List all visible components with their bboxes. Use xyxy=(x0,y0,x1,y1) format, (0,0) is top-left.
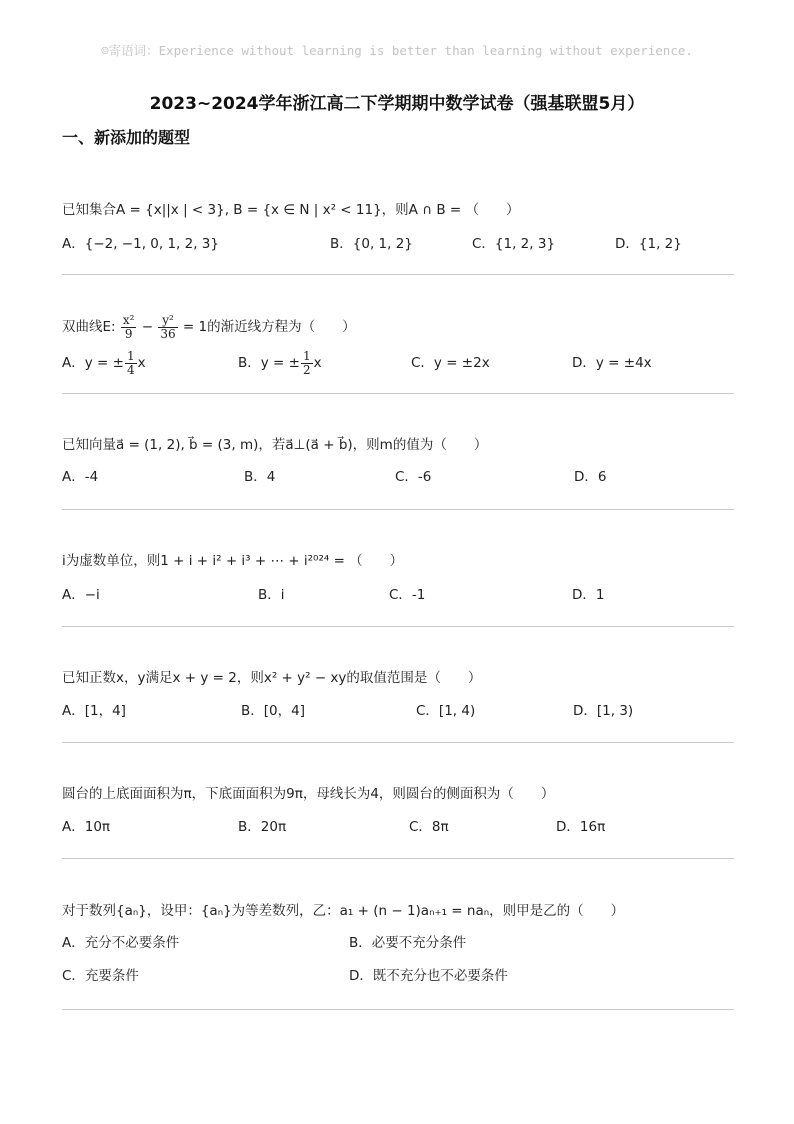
option-a[interactable] xyxy=(62,348,146,378)
question-stem: 圆台的上底面面积为π，下底面面积为9π，母线长为4，则圆台的侧面积为（ ） xyxy=(62,786,555,802)
fraction-numerator: x² xyxy=(122,312,135,327)
fraction-y2-over-36 xyxy=(158,314,177,341)
option-b[interactable]: B．i xyxy=(258,587,285,603)
divider xyxy=(62,742,734,743)
options-row xyxy=(62,465,734,489)
option-d[interactable]: D．1 xyxy=(572,587,605,603)
question-1 xyxy=(62,198,734,256)
option-c[interactable]: C．充要条件 xyxy=(62,968,139,984)
question-stem: 对于数列{aₙ}，设甲：{aₙ}为等差数列，乙：a₁ + (n − 1)aₙ₊₁ = naₙ，则甲是乙的（ ） xyxy=(62,903,625,919)
options-row xyxy=(62,232,734,256)
option-a[interactable]: A．-4 xyxy=(62,469,99,485)
option-c[interactable]: C．-1 xyxy=(389,587,426,603)
divider xyxy=(62,509,734,510)
option-b[interactable] xyxy=(238,348,322,378)
question-7 xyxy=(62,899,734,988)
option-c[interactable]: C．[1, 4) xyxy=(416,703,476,719)
option-b[interactable]: B．[0，4] xyxy=(241,703,305,719)
options-row xyxy=(62,815,734,839)
question-stem: i为虚数单位，则1 + i + i² + i³ + ⋯ + i²⁰²⁴ = （ ） xyxy=(62,553,404,569)
divider xyxy=(62,393,734,394)
option-a-suffix: x xyxy=(137,355,146,371)
option-b[interactable]: B．{0, 1, 2} xyxy=(330,236,413,252)
option-c[interactable]: C．-6 xyxy=(395,469,432,485)
divider xyxy=(62,858,734,859)
minus-sign: − xyxy=(137,319,158,335)
option-c[interactable]: C．8π xyxy=(409,819,449,835)
option-a[interactable]: A．{−2, −1, 0, 1, 2, 3} xyxy=(62,236,219,252)
options-row xyxy=(62,964,734,988)
fraction-denominator: 4 xyxy=(126,362,135,377)
option-d[interactable]: D．16π xyxy=(556,819,606,835)
options-row xyxy=(62,348,734,378)
option-c[interactable]: C．y = ±2x xyxy=(411,355,490,371)
fraction-1-over-2 xyxy=(301,350,313,377)
question-4 xyxy=(62,549,734,607)
option-d[interactable]: D．6 xyxy=(574,469,607,485)
options-row xyxy=(62,583,734,607)
fraction-numerator: y² xyxy=(158,314,177,328)
option-c[interactable]: C．{1, 2, 3} xyxy=(472,236,556,252)
question-6 xyxy=(62,782,734,839)
divider xyxy=(62,626,734,627)
option-b-prefix: B．y = ± xyxy=(238,355,300,371)
options-row xyxy=(62,931,734,955)
divider xyxy=(62,274,734,275)
fraction-denominator: 2 xyxy=(302,362,311,377)
divider xyxy=(62,1009,734,1010)
section-title: 一、新添加的题型 xyxy=(62,128,191,147)
fraction-numerator: 1 xyxy=(302,348,311,363)
question-3 xyxy=(62,433,734,489)
option-b[interactable]: B．4 xyxy=(244,469,276,485)
option-d[interactable]: D．{1, 2} xyxy=(615,236,682,252)
motto-watermark: ☺寄语词：Experience without learning is better than learning without experience. xyxy=(101,43,693,58)
question-stem xyxy=(62,306,734,348)
fraction-1-over-4 xyxy=(125,350,137,377)
option-a[interactable]: A．[1，4] xyxy=(62,703,126,719)
option-a[interactable]: A．−i xyxy=(62,587,100,603)
option-a-prefix: A．y = ± xyxy=(62,355,124,371)
option-d[interactable]: D．y = ±4x xyxy=(572,355,652,371)
fraction-numerator: 1 xyxy=(126,348,135,363)
fraction-denominator: 9 xyxy=(124,326,133,341)
question-stem: 已知正数x，y满足x + y = 2，则x² + y² − xy的取值范围是（ ） xyxy=(62,670,482,686)
fraction-denominator: 36 xyxy=(160,326,176,341)
option-b-suffix: x xyxy=(313,355,322,371)
options-row xyxy=(62,699,734,723)
question-stem: 已知集合A = {x||x | < 3}, B = {x ∈ N | x² < 11}，则A ∩ B = （ ） xyxy=(62,202,520,218)
stem-prefix: 双曲线E: xyxy=(62,319,120,335)
option-a[interactable]: A．充分不必要条件 xyxy=(62,935,180,951)
option-b[interactable]: B．20π xyxy=(238,819,287,835)
option-b[interactable]: B．必要不充分条件 xyxy=(349,935,467,951)
option-d[interactable]: D．[1, 3) xyxy=(573,703,634,719)
exam-title: 2023~2024学年浙江高二下学期期中数学试卷（强基联盟5月） xyxy=(149,94,645,114)
option-d[interactable]: D．既不充分也不必要条件 xyxy=(349,968,508,984)
stem-suffix: = 1的渐近线方程为（ ） xyxy=(178,319,356,335)
fraction-x2-over-9 xyxy=(121,314,137,341)
question-5 xyxy=(62,666,734,723)
option-a[interactable]: A．10π xyxy=(62,819,111,835)
question-stem: 已知向量a⃗ = (1, 2), b⃗ = (3, m)，若a⃗⊥(a⃗ + b⃗)，则m的值为（ ） xyxy=(62,437,488,453)
question-2 xyxy=(62,306,734,378)
